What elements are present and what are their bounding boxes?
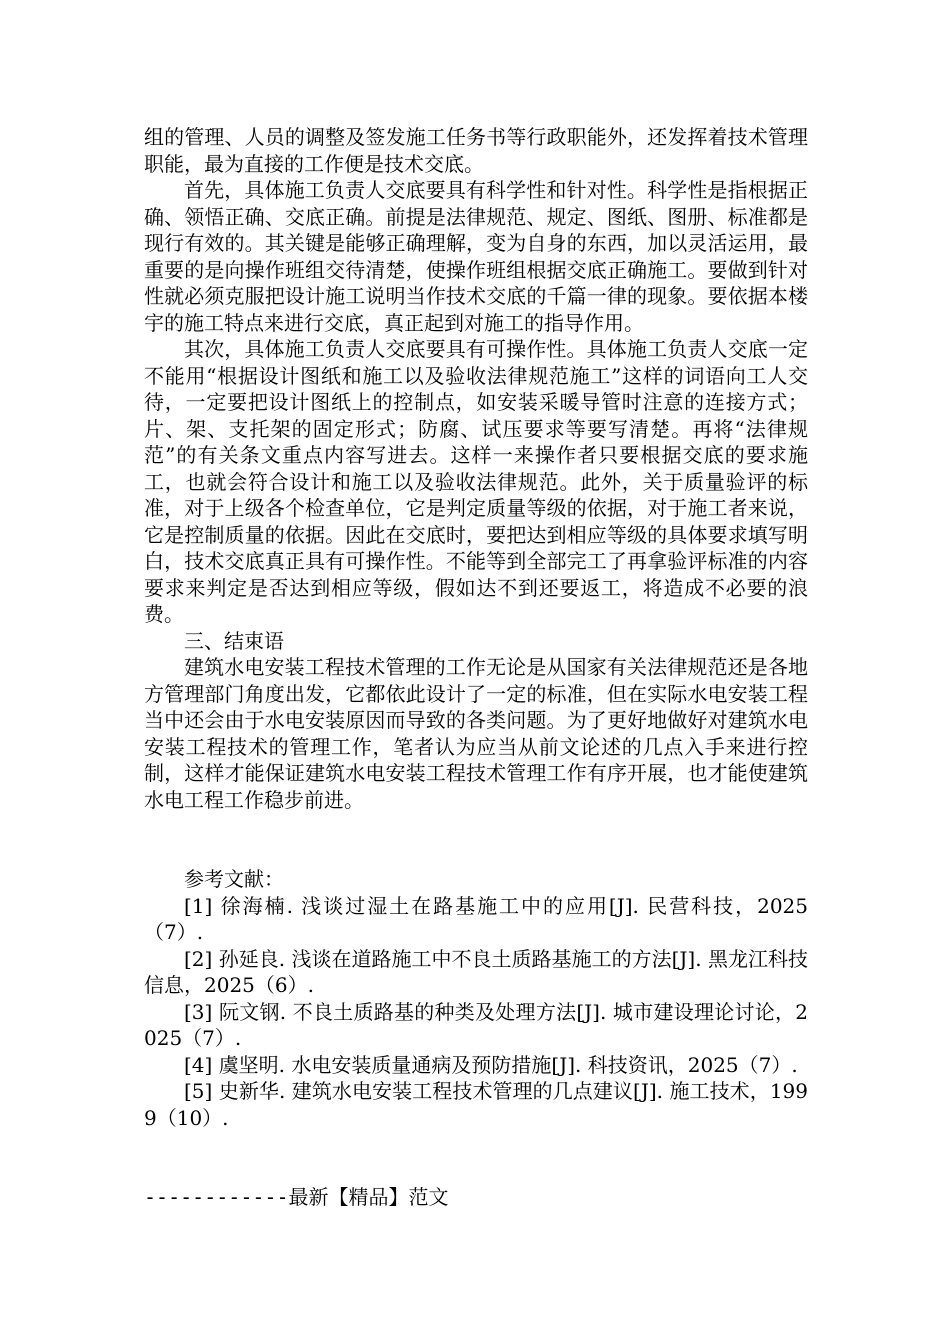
footer-dashes: ------------ (144, 1185, 289, 1209)
reference-item: [2] 孙延良. 浅谈在道路施工中不良土质路基施工的方法[J]. 黑龙江科技信息，2025（6）. (144, 946, 808, 997)
spacer (144, 1131, 808, 1184)
body-paragraph-first: 首先，具体施工负责人交底要具有科学性和针对性。科学性是指根据正确、领悟正确、交底正确。前提是法律规范、规定、图纸、图册、标准都是现行有效的。其关键是能够正确理解，变为自身的东西，加以灵活运用，最重要的是向操作班组交待清楚，使操作班组根据交底正确施工。要做到针对性就必须克服把设计施工说明当作技术交底的千篇一律的现象。要依据本楼宇的施工特点来进行交底，真正起到对施工的指导作用。 (144, 178, 808, 335)
spacer (144, 813, 808, 866)
reference-item: [3] 阮文钢. 不良土质路基的种类及处理方法[J]. 城市建设理论讨论，2025（7）. (144, 999, 808, 1050)
reference-item: [1] 徐海楠. 浅谈过湿土在路基施工中的应用[J]. 民营科技，2025（7）. (144, 893, 808, 944)
document-page (144, 124, 808, 1211)
body-paragraph-continued: 组的管理、人员的调整及签发施工任务书等行政职能外，还发挥着技术管理职能，最为直接的工作便是技术交底。 (144, 125, 808, 176)
reference-item: [4] 虞坚明. 水电安装质量通病及预防措施[J]. 科技资讯，2025（7）. (184, 1052, 798, 1077)
footer-label: 最新【精品】范文 (288, 1185, 449, 1209)
footer-line (144, 1184, 808, 1211)
section-heading: 三、结束语 (184, 628, 284, 653)
body-paragraph-conclusion: 建筑水电安装工程技术管理的工作无论是从国家有关法律规范还是各地方管理部门角度出发，它都依此设计了一定的标准，但在实际水电安装工程当中还会由于水电安装原因而导致的各类问题。为了更好地做好对建筑水电安装工程技术的管理工作，笔者认为应当从前文论述的几点入手来进行控制，这样才能保证建筑水电安装工程技术管理工作有序开展，也才能使建筑水电工程工作稳步前进。 (144, 655, 808, 812)
body-paragraph-second: 其次，具体施工负责人交底要具有可操作性。具体施工负责人交底一定不能用“根据设计图纸和施工以及验收法律规范施工”这样的词语向工人交待，一定要把设计图纸上的控制点，如安装采暖导管时注意的连接方式；片、架、支托架的固定形式；防腐、试压要求等要写清楚。再将“法律规范”的有关条文重点内容写进去。这样一来操作者只要根据交底的要求施工，也就会符合设计和施工以及验收法律规范。此外，关于质量验评的标准，对于上级各个检查单位，它是判定质量等级的依据，对于施工者来说，它是控制质量的依据。因此在交底时，要把达到相应等级的具体要求填写明白，技术交底真正具有可操作性。不能等到全部完工了再拿验评标准的内容要求来判定是否达到相应等级，假如达不到还要返工，将造成不必要的浪费。 (144, 337, 808, 626)
references-title: 参考文献： (184, 867, 284, 891)
reference-item: [5] 史新华. 建筑水电安装工程技术管理的几点建议[J]. 施工技术，1999（10）. (144, 1079, 808, 1130)
